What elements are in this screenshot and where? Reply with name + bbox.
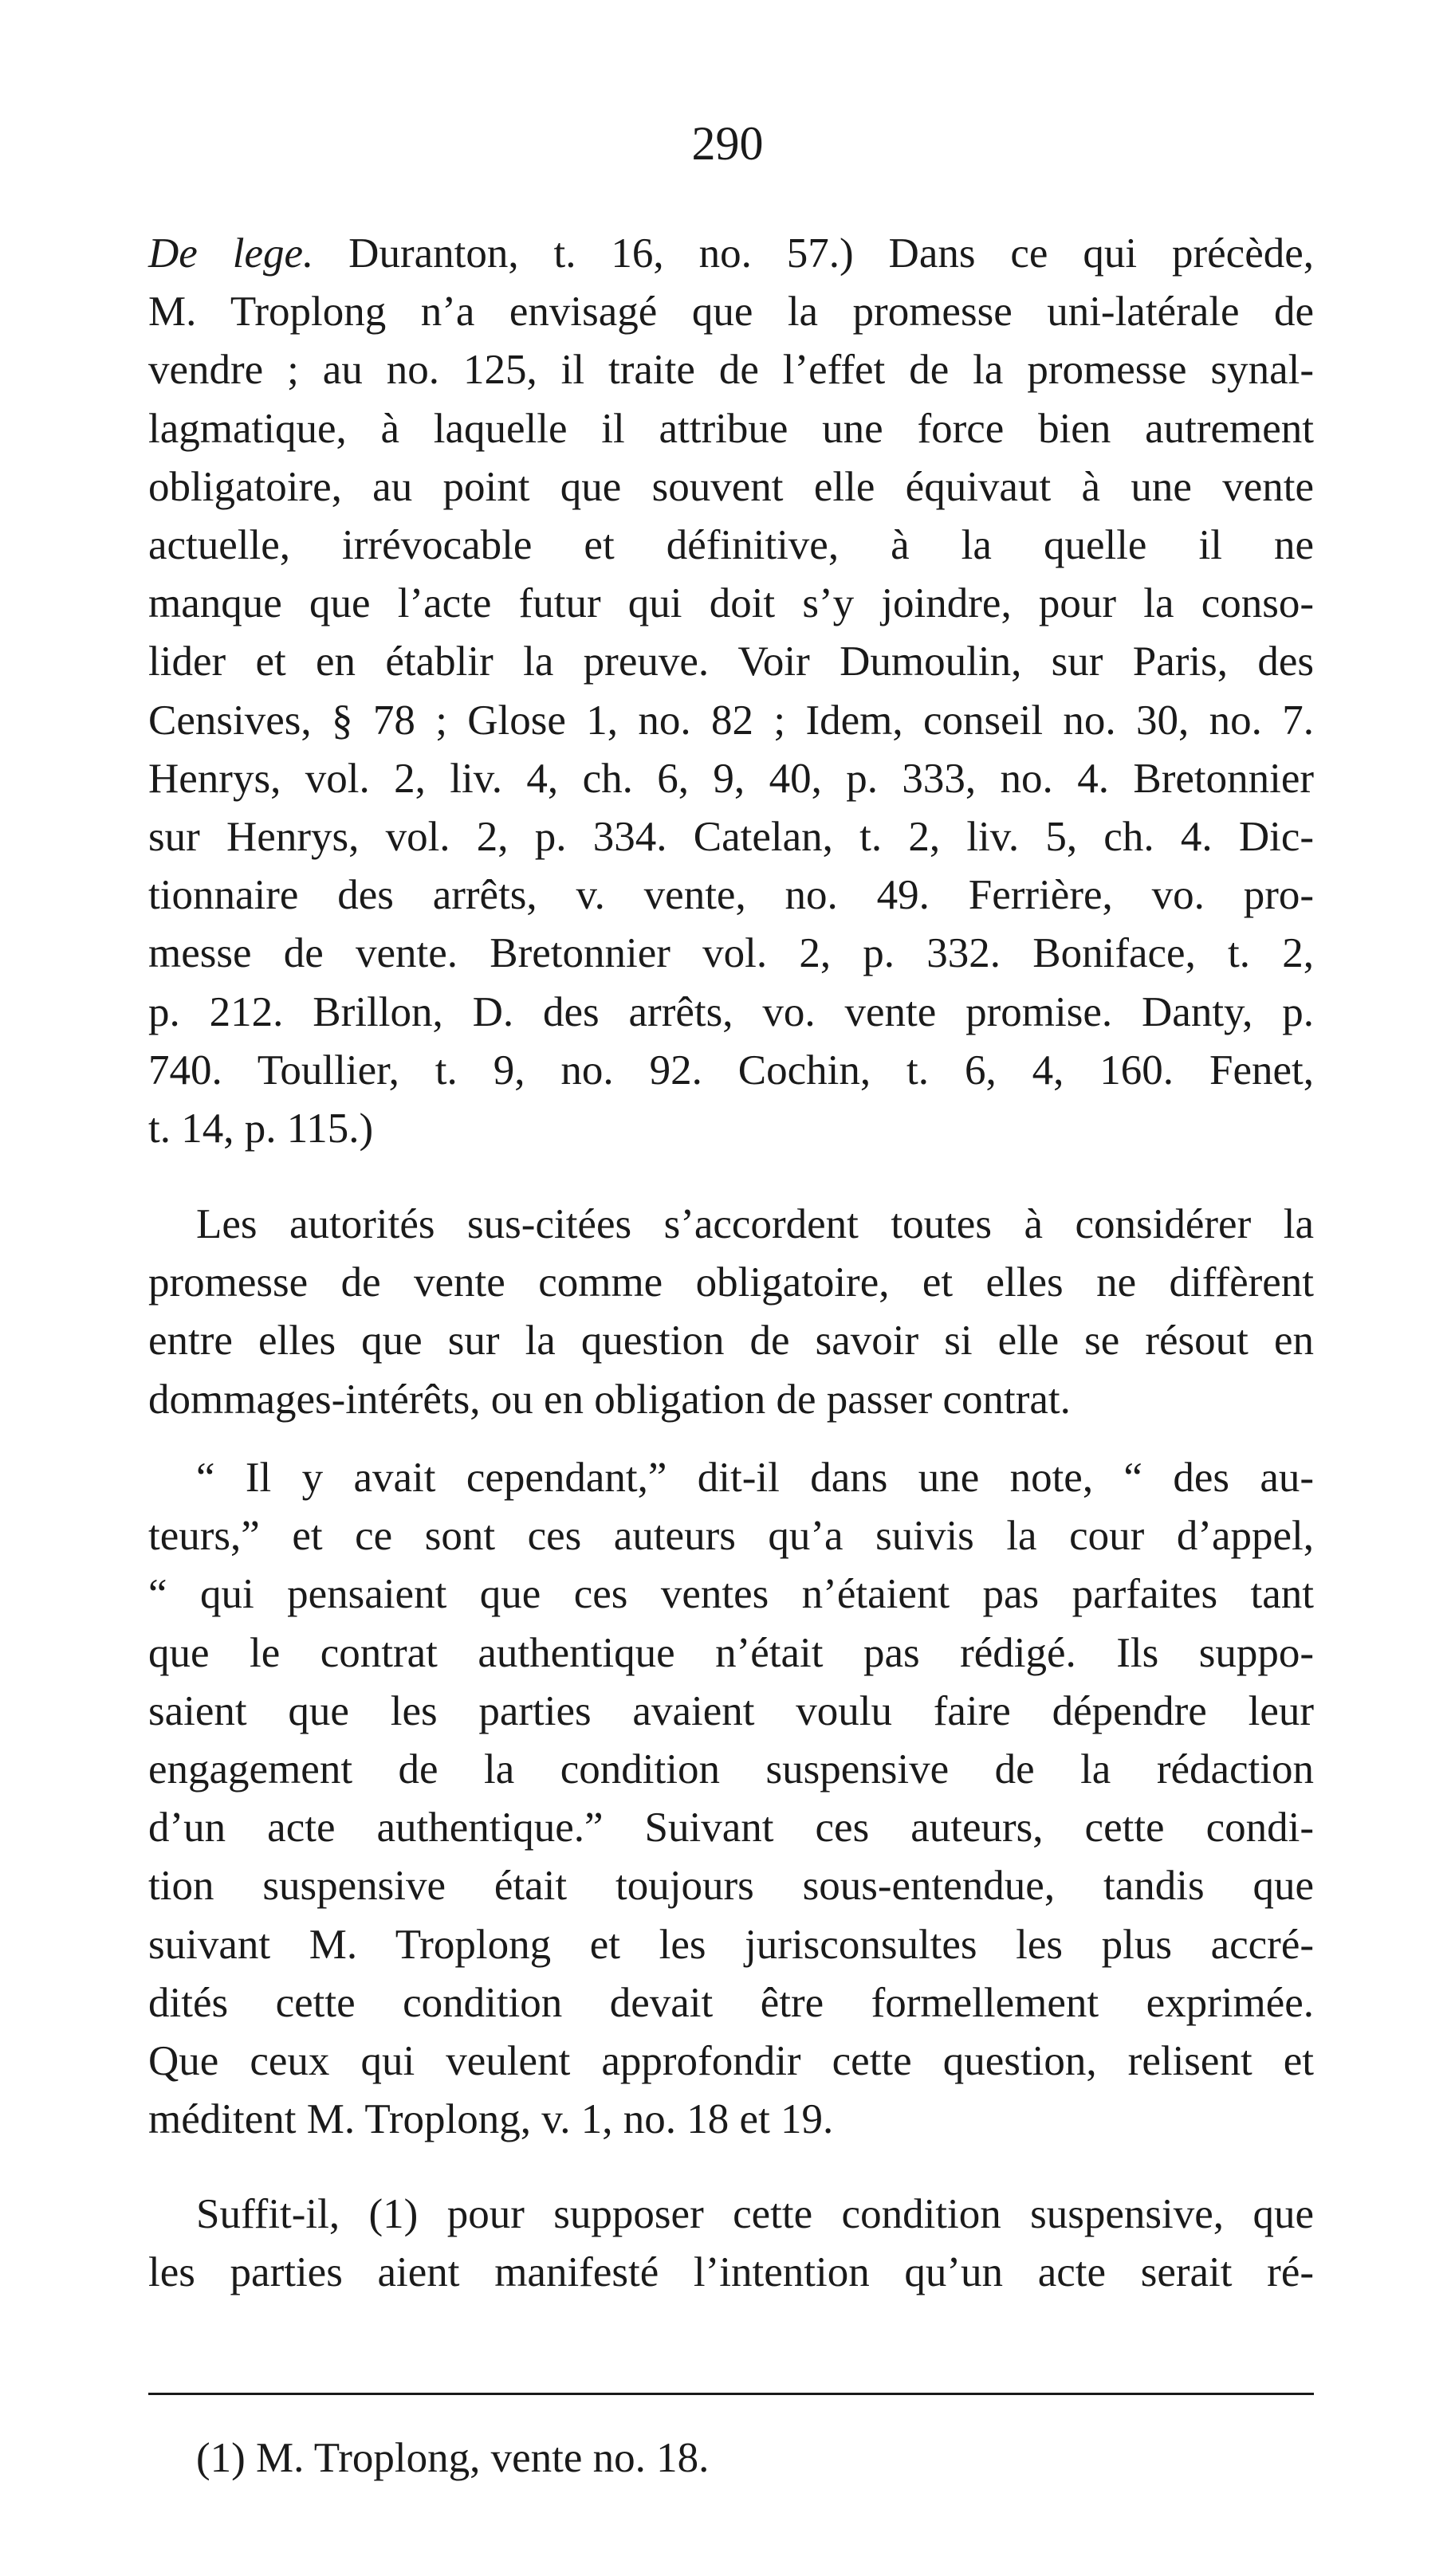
text-line: que le contrat authentique n’était pas rédigé. Ils suppo- — [148, 1629, 1314, 1676]
text-line: 740. Toullier, t. 9, no. 92. Cochin, t. 6, 4, 160. Fenet, — [148, 1046, 1314, 1094]
text-line: dités cette condition devait être formellement exprimée. — [148, 1979, 1314, 2026]
paragraph-quotation — [148, 1449, 1314, 2149]
text-line: vendre ; au no. 125, il traite de l’effet de la promesse synal- — [148, 347, 1314, 394]
text-line: obligatoire, au point que souvent elle équivaut à une vente — [148, 463, 1314, 510]
text-line: saient que les parties avaient voulu faire dépendre leur — [148, 1687, 1314, 1734]
text-line: p. 212. Brillon, D. des arrêts, vo. vente promise. Danty, p. — [148, 988, 1314, 1035]
text-line: M. Troplong n’a envisagé que la promesse uni-latérale de — [148, 289, 1314, 336]
text-line — [148, 225, 1314, 283]
paragraph-citations — [148, 225, 1314, 1158]
text-line: engagement de la condition suspensive de la rédaction — [148, 1746, 1314, 1793]
text-line: messe de vente. Bretonnier vol. 2, p. 332. Boniface, t. 2, — [148, 930, 1314, 977]
text-line: les parties aient manifesté l’intention qu’un acte serait ré- — [148, 2249, 1314, 2296]
text-line: teurs,” et ce sont ces auteurs qu’a suivis la cour d’appel, — [148, 1513, 1314, 1560]
text-line: Que ceux qui veulent approfondir cette question, relisent et — [148, 2038, 1314, 2085]
text-line: lider et en établir la preuve. Voir Dumoulin, sur Paris, des — [148, 638, 1314, 685]
text-line: d’un acte authentique.” Suivant ces auteurs, cette condi- — [148, 1804, 1314, 1852]
footnote-divider — [148, 2393, 1314, 2395]
text-line: Henrys, vol. 2, liv. 4, ch. 6, 9, 40, p. 333, no. 4. Bretonnier — [148, 755, 1314, 802]
paragraph-suffit — [148, 2185, 1314, 2302]
text-span: Duranton, t. 16, no. 57.) Dans ce qui précède, — [313, 230, 1314, 277]
text-line: promesse de vente comme obligatoire, et elles ne diffèrent — [148, 1259, 1314, 1306]
text-line: t. 14, p. 115.) — [148, 1105, 374, 1153]
text-line: suivant M. Troplong et les jurisconsultes les plus accré- — [148, 1921, 1314, 1968]
italic-citation: De lege. — [148, 230, 314, 277]
text-line: “ qui pensaient que ces ventes n’étaient pas parfaites tant — [148, 1571, 1314, 1618]
text-line: Censives, § 78 ; Glose 1, no. 82 ; Idem, conseil no. 30, no. 7. — [148, 697, 1314, 744]
text-line: tion suspensive était toujours sous-entendue, tandis que — [148, 1863, 1314, 1910]
text-line: Suffit-il, (1) pour supposer cette condition suspensive, que — [196, 2191, 1314, 2237]
page-number: 290 — [691, 117, 764, 170]
text-line: dommages-intérêts, ou en obligation de passer contrat. — [148, 1376, 1071, 1423]
text-line: entre elles que sur la question de savoir si elle se résout en — [148, 1317, 1314, 1365]
text-line: lagmatique, à laquelle il attribue une force bien autrement — [148, 405, 1314, 452]
paragraph-authorities — [148, 1196, 1314, 1429]
text-line: sur Henrys, vol. 2, p. 334. Catelan, t. 2, liv. 5, ch. 4. Dic- — [148, 814, 1314, 861]
text-line: méditent M. Troplong, v. 1, no. 18 et 19. — [148, 2096, 834, 2143]
text-line: tionnaire des arrêts, v. vente, no. 49. Ferrière, vo. pro- — [148, 872, 1314, 919]
text-line: “ Il y avait cependant,” dit-il dans une note, “ des au- — [196, 1455, 1314, 1501]
text-line: manque que l’acte futur qui doit s’y joindre, pour la conso- — [148, 580, 1314, 627]
text-line: Les autorités sus-citées s’accordent toutes à considérer la — [196, 1201, 1314, 1247]
footnote: (1) M. Troplong, vente no. 18. — [196, 2435, 710, 2481]
text-line: actuelle, irrévocable et définitive, à la quelle il ne — [148, 522, 1314, 569]
